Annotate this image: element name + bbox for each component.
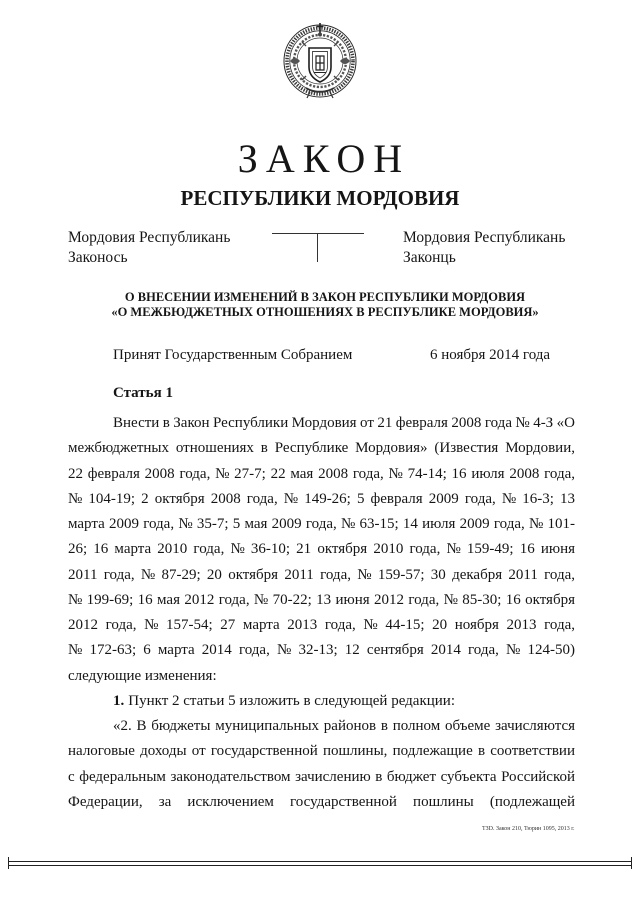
article-text-line: марта 2009 года, № 35-7; 5 мая 2009 года, № 63-15; 14 июля 2009 года, № 101- — [68, 516, 575, 533]
header-right-block — [403, 228, 565, 268]
header-left-block — [68, 228, 230, 268]
footer-note: ТЗD. Закон 210, Тюрин 1095, 2013 г. — [482, 826, 575, 832]
page-bottom-double-rule — [8, 861, 632, 866]
republic-title: РЕСПУБЛИКИ МОРДОВИЯ — [180, 186, 460, 210]
amendment-item-text: Пункт 2 статьи 5 изложить в следующей редакции: — [128, 692, 455, 709]
article-text-line: 22 февраля 2008 года, № 27-7; 22 мая 2008 года, № 74-14; 16 июля 2008 года, — [68, 465, 575, 482]
header-right-line1: Мордовия Республикань — [403, 229, 566, 246]
article-text-line: 2012 года, № 157-54; 27 марта 2013 года, № 44-15; 20 ноября 2013 года, — [68, 617, 575, 634]
quoted-text-line: налоговые доходы от государственной пошлины, подлежащие в соответствии — [68, 743, 575, 760]
header-right-line2: Законць — [403, 249, 456, 266]
quoted-text-line: Федерации, за исключением государственной пошлины (подлежащей — [68, 793, 575, 810]
amendment-item-number: 1. — [113, 692, 125, 709]
document-type-title: ЗАКОН — [237, 136, 411, 181]
law-title-line2: «О МЕЖБЮДЖЕТНЫХ ОТНОШЕНИЯХ В РЕСПУБЛИКЕ МОРДОВИЯ» — [111, 305, 539, 319]
amendment-item — [113, 689, 575, 714]
article-text-line: Внести в Закон Республики Мордовия от 21 февраля 2008 года № 4-З «О — [113, 415, 575, 431]
article-text-line: 2011 года, № 87-29; 20 октября 2011 года, № 159-57; 30 декабря 2011 года, — [68, 566, 575, 583]
article-body — [0, 411, 640, 815]
header-divider-horizontal — [272, 233, 364, 234]
article-text-line: межбюджетных отношениях в Республике Мордовия» (Известия Мордовии, — [68, 440, 575, 457]
article-text-line: следующие изменения: — [68, 667, 217, 684]
adopted-date: 6 ноября 2014 года — [430, 347, 551, 363]
article-text-line: 26; 16 марта 2010 года, № 36-10; 21 октября 2010 года, № 159-49; 16 июня — [68, 541, 575, 558]
header-left-line2: Законось — [68, 249, 128, 266]
article-text-line: № 199-69; 16 мая 2012 года, № 70-22; 13 июня 2012 года, № 85-30; 16 октября — [68, 591, 575, 608]
page-bottom-rule-right-tick — [631, 857, 632, 869]
page-bottom-rule-left-tick — [8, 857, 9, 869]
article-heading: Статья 1 — [113, 385, 173, 401]
header-divider-vertical — [317, 233, 318, 262]
article-text-line: № 172-63; 6 марта 2014 года, № 32-13; 12 сентября 2014 года, № 124-50) — [68, 642, 575, 659]
header-left-line1: Мордовия Республикань — [68, 229, 231, 246]
quoted-text-line: «2. В бюджеты муниципальных районов в полном объеме зачисляются — [113, 718, 575, 735]
emblem-shield — [309, 48, 331, 82]
adopted-by: Принят Государственным Собранием — [113, 347, 353, 363]
law-title-line1: О ВНЕСЕНИИ ИЗМЕНЕНИЙ В ЗАКОН РЕСПУБЛИКИ МОРДОВИЯ — [124, 290, 526, 304]
law-title — [10, 290, 640, 320]
article-text-line: № 104-19; 2 октября 2008 года, № 149-26; 5 февраля 2009 года, № 16-3; 13 — [68, 490, 575, 507]
coat-of-arms-icon — [280, 20, 360, 100]
quoted-text-line: с федеральным законодательством зачислению в бюджет субъекта Российской — [68, 768, 575, 785]
